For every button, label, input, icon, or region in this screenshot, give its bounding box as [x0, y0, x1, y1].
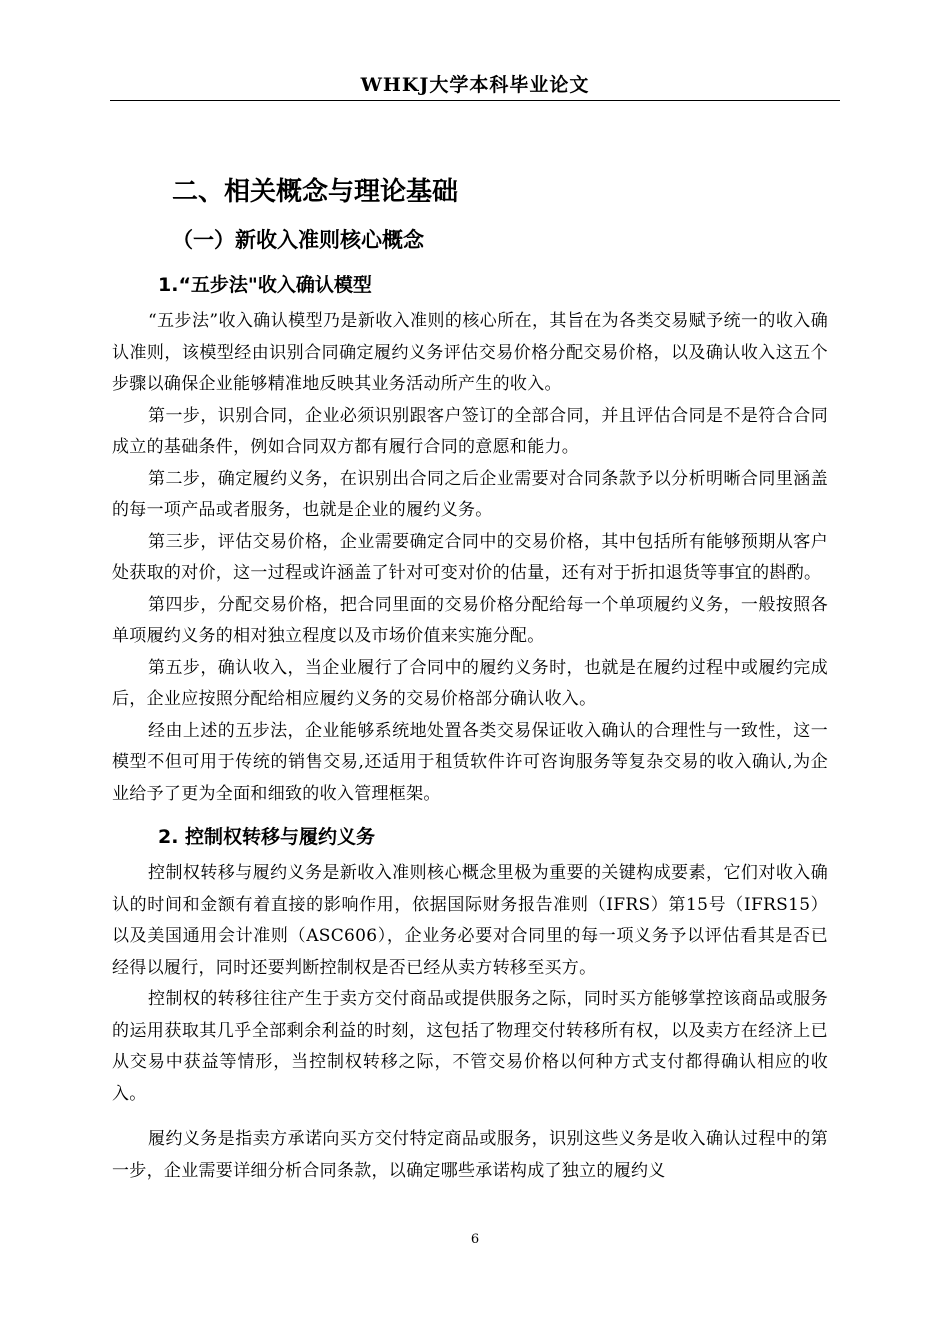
paragraph: 控制权的转移往往产生于卖方交付商品或提供服务之际，同时买方能够掌控该商品或服务的运用获取其几乎全部剩余利益的时刻，这包括了物理交付转移所有权，以及卖方在经济上已从交易中获益等情形，当控制权转移之际，不管交易价格以何种方式支付都得确认相应的收入。: [112, 989, 828, 1104]
paragraph: 第三步，评估交易价格，企业需要确定合同中的交易价格，其中包括所有能够预期从客户处获取的对价，这一过程或许涵盖了针对可变对价的估量，还有对于折扣退货等事宜的斟酌。: [112, 531, 828, 583]
paragraph: “五步法”收入确认模型乃是新收入准则的核心所在，其旨在为各类交易赋予统一的收入确认准则，该模型经由识别合同确定履约义务评估交易价格分配交易价格，以及确认收入这五个步骤以确保企业能够精准地反映其业务活动所产生的收入。: [112, 311, 828, 394]
paragraph: 经由上述的五步法，企业能够系统地处置各类交易保证收入确认的合理性与一致性，这一模型不但可用于传统的销售交易,还适用于租赁软件许可咨询服务等复杂交易的收入确认,为企业给予了更为全面和细致的收入管理框架。: [112, 720, 828, 804]
paragraph: 第五步，确认收入，当企业履行了合同中的履约义务时，也就是在履约过程中或履约完成后，企业应按照分配给相应履约义务的交易价格部分确认收入。: [112, 657, 828, 709]
section-heading: 二、相关概念与理论基础: [172, 177, 459, 207]
paragraph: 控制权转移与履约义务是新收入准则核心概念里极为重要的关键构成要素，它们对收入确认的时间和金额有着直接的影响作用，依据国际财务报告准则（IFRS）第15号（IFRS15）以及美国通用会计准则（ASC606），企业务必要对合同里的每一项义务予以评估看其是否已经得以履行，同时还要判断控制权是否已经从卖方转移至买方。: [112, 863, 828, 978]
page-number: 6: [470, 1232, 480, 1247]
header-rule: [110, 100, 840, 101]
part1-heading: 1.“五步法"收入确认模型: [158, 274, 372, 296]
paragraph: 第四步，分配交易价格，把合同里面的交易价格分配给每一个单项履约义务，一般按照各单项履约义务的相对独立程度以及市场价值来实施分配。: [112, 594, 828, 646]
page-body: [112, 160, 828, 1187]
paragraph: 第二步，确定履约义务，在识别出合同之后企业需要对合同条款予以分析明晰合同里涵盖的每一项产品或者服务，也就是企业的履约义务。: [112, 468, 828, 520]
running-header-title: WHKJ大学本科毕业论文: [360, 74, 590, 96]
paragraph: 履约义务是指卖方承诺向买方交付特定商品或服务，识别这些义务是收入确认过程中的第一步，企业需要详细分析合同条款，以确定哪些承诺构成了独立的履约义: [112, 1129, 828, 1181]
part2-heading: 2. 控制权转移与履约义务: [158, 826, 376, 848]
subsection-heading: （一）新收入准则核心概念: [172, 228, 424, 252]
paragraph: 第一步，识别合同，企业必须识别跟客户签订的全部合同，并且评估合同是不是符合合同成立的基础条件，例如合同双方都有履行合同的意愿和能力。: [112, 405, 828, 457]
